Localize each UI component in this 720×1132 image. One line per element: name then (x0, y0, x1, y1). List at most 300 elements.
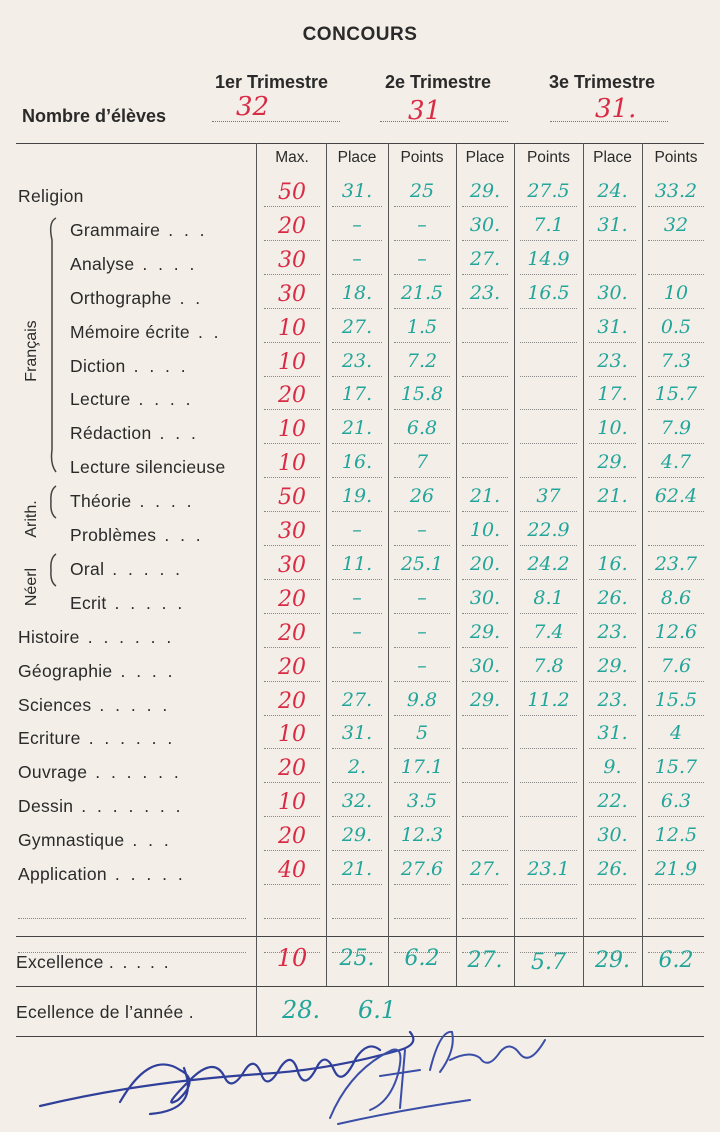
cell-dotted-line (264, 206, 320, 207)
cell-dotted-line (589, 782, 636, 783)
cell-dotted-line (264, 545, 320, 546)
cell-dotted-line (264, 376, 320, 377)
cell-dotted-line (648, 613, 704, 614)
cell-place-1: – (352, 586, 362, 609)
subject-label (18, 830, 172, 851)
cell-dotted-line (264, 477, 320, 478)
header-points-2: Points (526, 149, 571, 166)
cell-dotted-line (589, 477, 636, 478)
cell-dotted-line (520, 545, 577, 546)
cell-place-3: 26. (597, 858, 628, 880)
cell-points-1: – (417, 247, 427, 270)
cell-points-2: 37 (536, 485, 561, 508)
cell-dotted-line (394, 308, 450, 309)
cell-dotted-line (264, 884, 320, 885)
leader-dots: . . . . . (114, 864, 186, 884)
cell-place-3: 23. (597, 620, 628, 643)
cell-dotted-line (264, 918, 320, 919)
cell-dotted-line (462, 376, 508, 377)
cell-points-2: 11.2 (527, 688, 570, 711)
cell-dotted-line (332, 511, 382, 512)
cell-points-1: 5 (415, 722, 429, 745)
subject-name: Ecriture (18, 728, 81, 749)
subject-name: Gymnastique (18, 830, 125, 851)
cell-dotted-line (589, 342, 636, 343)
cell-dotted-line (394, 715, 450, 716)
cell-dotted-line (520, 206, 577, 207)
cell-place-3: 30. (597, 824, 628, 847)
subject-label (70, 389, 194, 410)
header-place-2: Place (465, 149, 505, 166)
cell-place-1: 17. (341, 383, 373, 406)
students-count-2: 31 (408, 96, 442, 126)
cell-dotted-line (648, 342, 704, 343)
cell-points-1: 26 (409, 485, 435, 508)
cell-max: 40 (278, 858, 306, 883)
cell-dotted-line (589, 511, 636, 512)
cell-max: 30 (278, 247, 306, 273)
cell-points-3: 12.5 (654, 824, 698, 847)
cell-dotted-line (589, 850, 636, 851)
cell-points-2: 23.1 (527, 858, 570, 880)
cell-points-1: 7.2 (406, 349, 438, 372)
cell-dotted-line (589, 715, 636, 716)
cell-dotted-line (648, 206, 704, 207)
cell-points-1: 25 (409, 180, 435, 202)
leader-dots: . . . (164, 525, 204, 545)
cell-dotted-line (648, 545, 704, 546)
cell-dotted-line (332, 443, 382, 444)
subject-label (70, 525, 204, 546)
subject-name: Diction (70, 355, 126, 376)
cell-max: 10 (278, 315, 306, 341)
leader-dots: . . . (168, 219, 208, 240)
cell-place-3: 24. (597, 180, 628, 202)
cell-dotted-line (520, 681, 577, 682)
cell-dotted-line (589, 274, 636, 275)
cell-dotted-line (332, 206, 382, 207)
cell-dotted-line (589, 613, 636, 614)
cell-dotted-line (520, 613, 577, 614)
cell-place-2: 27. (469, 858, 501, 880)
leader-dots: . . . . . (99, 694, 171, 715)
subject-name: Application (18, 864, 107, 884)
cell-place-1: 18. (341, 281, 373, 304)
subject-name: Histoire (18, 626, 80, 647)
cell-dotted-line (648, 647, 704, 648)
excellence-place-1: 25. (339, 946, 375, 971)
trimester-3-heading: 3e Trimestre (549, 72, 656, 92)
cell-dotted-line (264, 613, 320, 614)
cell-place-1: – (352, 519, 362, 541)
cell-points-1: 7 (415, 451, 429, 474)
group-label-neerl: Néerl (23, 567, 40, 607)
cell-dotted-line (589, 409, 636, 410)
subject-label (70, 593, 185, 614)
cell-dotted-line (332, 816, 382, 817)
cell-place-3: 10. (597, 417, 628, 440)
subject-label (18, 728, 175, 749)
cell-points-3: 8.6 (660, 586, 692, 609)
cell-place-3: 22. (597, 790, 628, 813)
leader-dots: . . . . . . (87, 626, 175, 647)
cell-points-3: 4.7 (660, 451, 692, 474)
cell-dotted-line (332, 681, 382, 682)
subject-name: Oral (70, 558, 105, 579)
excellence-place-2: 27. (467, 948, 503, 973)
cell-dotted-line (648, 681, 704, 682)
year-excellence-points: 6.1 (358, 996, 397, 1024)
cell-dotted-line (648, 884, 704, 885)
header-points-1: Points (400, 149, 444, 166)
cell-dotted-line (589, 443, 636, 444)
subject-name: Orthographe (70, 287, 172, 308)
cell-dotted-line (394, 918, 450, 919)
cell-dotted-line (589, 308, 636, 309)
cell-place-3: 31. (597, 315, 628, 338)
table-top-rule (16, 143, 704, 144)
cell-points-3: 23.7 (654, 552, 698, 575)
cell-dotted-line (520, 816, 577, 817)
cell-place-3: 16. (597, 552, 628, 575)
leader-dots: . . (197, 321, 222, 342)
header-place-3: Place (593, 149, 632, 166)
cell-points-3: 12.6 (654, 620, 698, 643)
cell-points-2: 7.1 (533, 213, 564, 236)
cell-dotted-line (394, 342, 450, 343)
cell-points-2: 16.5 (527, 281, 570, 304)
subject-name: Problèmes (70, 525, 157, 545)
cell-place-3: 29. (597, 451, 628, 474)
cell-dotted-line (394, 274, 450, 275)
cell-place-3: 21. (597, 485, 628, 508)
excellence-max: 10 (276, 944, 308, 972)
cell-place-1: 23. (341, 349, 373, 372)
subject-label (70, 322, 222, 343)
header-place-1: Place (337, 149, 377, 166)
cell-dotted-line (462, 274, 508, 275)
students-line-2 (380, 121, 508, 122)
cell-dotted-line (332, 409, 382, 410)
subject-name: Ouvrage (18, 762, 88, 783)
group-label-arith: Arith. (23, 500, 40, 538)
cell-dotted-line (520, 748, 577, 749)
cell-place-1: 31. (341, 722, 373, 745)
cell-max: 20 (278, 654, 306, 680)
cell-place-1: 27. (341, 688, 373, 711)
subject-label (70, 491, 194, 512)
cell-dotted-line (520, 477, 577, 478)
cell-dotted-line (648, 511, 704, 512)
leader-dots: . . . . . (112, 558, 184, 579)
cell-dotted-line (332, 918, 382, 919)
students-label: Nombre d’élèves (22, 106, 167, 126)
cell-dotted-line (332, 477, 382, 478)
cell-dotted-line (520, 918, 577, 919)
cell-place-2: 23. (469, 281, 501, 304)
students-count-3: 31. (595, 94, 637, 124)
cell-max: 10 (278, 790, 306, 816)
excellence-label: Excellence . . . . . (16, 952, 171, 972)
cell-dotted-line (462, 579, 508, 580)
cell-place-2: 29. (469, 688, 501, 711)
cell-place-1: 31. (341, 180, 373, 202)
leader-dots: . . . . (139, 491, 195, 512)
cell-place-2: 30. (469, 586, 501, 609)
cell-dotted-line (264, 782, 320, 783)
cell-dotted-line (520, 782, 577, 783)
subject-label (18, 762, 182, 783)
cell-max: 20 (278, 620, 306, 646)
cell-dotted-line (394, 613, 450, 614)
cell-dotted-line (462, 443, 508, 444)
cell-dotted-line (394, 206, 450, 207)
subject-name: Géographie (18, 660, 113, 681)
cell-points-1: 21.5 (400, 281, 444, 304)
cell-max: 20 (278, 586, 306, 612)
cell-dotted-line (332, 274, 382, 275)
cell-dotted-line (394, 409, 450, 410)
cell-points-3: 21.9 (654, 858, 698, 880)
cell-place-1: 16. (341, 451, 373, 474)
cell-dotted-line (648, 376, 704, 377)
cell-dotted-line (394, 477, 450, 478)
cell-max: 50 (278, 180, 306, 205)
subject-name: Religion (18, 186, 84, 206)
cell-dotted-line (332, 342, 382, 343)
cell-points-1: 1.5 (406, 315, 438, 338)
cell-points-1: 6.8 (406, 417, 438, 440)
cell-dotted-line (462, 884, 508, 885)
cell-dotted-line (462, 782, 508, 783)
subject-name: Dessin (18, 796, 74, 817)
cell-place-2: 29. (469, 180, 501, 202)
cell-max: 30 (278, 281, 306, 307)
cell-dotted-line (462, 918, 508, 919)
cell-dotted-line (332, 308, 382, 309)
cell-points-3: 32 (663, 213, 689, 236)
group-brackets (40, 210, 70, 610)
cell-dotted-line (462, 545, 508, 546)
cell-max: 10 (278, 417, 306, 443)
cell-dotted-line (648, 850, 704, 851)
cell-dotted-line (264, 748, 320, 749)
cell-dotted-line (394, 579, 450, 580)
cell-dotted-line (394, 647, 450, 648)
cell-dotted-line (264, 681, 320, 682)
cell-max: 50 (278, 485, 306, 511)
cell-dotted-line (264, 409, 320, 410)
cell-dotted-line (589, 748, 636, 749)
cell-place-1: 11. (341, 552, 373, 575)
cell-max: 20 (278, 688, 306, 714)
cell-points-1: 17.1 (400, 756, 444, 779)
students-count-1: 32 (236, 92, 270, 122)
cell-dotted-line (264, 511, 320, 512)
cell-dotted-line (332, 579, 382, 580)
cell-place-1: 32. (341, 790, 373, 813)
cell-points-1: – (417, 213, 427, 236)
cell-place-2: 20. (469, 552, 501, 575)
cell-dotted-line (332, 715, 382, 716)
leader-dots: . . . . (142, 253, 198, 274)
cell-points-1: 12.3 (400, 824, 444, 847)
subject-name: Lecture (70, 389, 131, 410)
cell-place-1: 19. (341, 485, 373, 508)
leader-dots: . . . (159, 423, 199, 444)
document-title: CONCOURS (302, 24, 418, 45)
cell-place-1: 2. (347, 756, 367, 779)
cell-place-2: 30. (469, 654, 501, 677)
cell-dotted-line (332, 782, 382, 783)
cell-place-1: – (352, 620, 362, 643)
excellence-points-1: 6.2 (404, 946, 440, 971)
leader-dots: . . . . . . (95, 762, 182, 783)
cell-dotted-line (520, 409, 577, 410)
cell-dotted-line (589, 884, 636, 885)
cell-dotted-line (264, 274, 320, 275)
cell-dotted-line (394, 748, 450, 749)
cell-place-2: 10. (469, 519, 501, 541)
cell-dotted-line (589, 206, 636, 207)
cell-points-3: 15.7 (654, 383, 698, 406)
subject-label (18, 864, 186, 885)
cell-max: 20 (278, 824, 306, 850)
header-points-3: Points (654, 149, 698, 166)
cell-place-3: 23. (597, 349, 628, 372)
trimester-1-heading: 1er Trimestre (215, 72, 329, 92)
cell-place-3: 9. (603, 756, 622, 779)
leader-dots: . . . . . (114, 592, 186, 613)
cell-dotted-line (520, 376, 577, 377)
cell-dotted-line (264, 579, 320, 580)
cell-dotted-line (589, 918, 636, 919)
cell-dotted-line (394, 511, 450, 512)
cell-dotted-line (264, 647, 320, 648)
cell-max: 20 (278, 383, 306, 409)
cell-dotted-line (394, 443, 450, 444)
cell-dotted-line (589, 376, 636, 377)
cell-dotted-line (332, 748, 382, 749)
subject-label (18, 627, 174, 648)
leader-dots: . . . . (138, 389, 194, 410)
subject-name: Sciences (18, 694, 92, 715)
cell-points-3: 62.4 (654, 485, 698, 508)
cell-points-1: – (417, 586, 427, 609)
cell-dotted-line (648, 274, 704, 275)
cell-dotted-line (648, 477, 704, 478)
cell-place-1: 27. (341, 315, 373, 338)
cell-place-3: 23. (597, 688, 628, 711)
cell-place-1: 29. (341, 824, 373, 847)
cell-points-3: 10 (663, 281, 689, 304)
cell-dotted-line (520, 850, 577, 851)
cell-points-1: – (417, 519, 427, 541)
subject-label (70, 559, 183, 580)
cell-points-1: 15.8 (400, 383, 444, 406)
subject-label (18, 661, 176, 682)
cell-dotted-line (264, 850, 320, 851)
cell-points-3: 4 (669, 722, 683, 745)
blank-line (18, 918, 246, 919)
cell-dotted-line (589, 816, 636, 817)
cell-dotted-line (520, 715, 577, 716)
cell-dotted-line (462, 816, 508, 817)
cell-dotted-line (264, 240, 320, 241)
cell-dotted-line (648, 443, 704, 444)
subject-name: Rédaction (70, 423, 152, 444)
cell-dotted-line (520, 443, 577, 444)
cell-dotted-line (648, 240, 704, 241)
cell-points-3: 7.6 (660, 654, 692, 677)
cell-place-2: 30. (469, 213, 501, 236)
cell-place-1: 21. (341, 417, 373, 440)
subject-name: Théorie (70, 491, 132, 512)
cell-dotted-line (589, 545, 636, 546)
cell-dotted-line (264, 308, 320, 309)
excellence-top-rule (16, 936, 704, 937)
subject-label (70, 356, 189, 377)
cell-dotted-line (332, 884, 382, 885)
cell-dotted-line (648, 579, 704, 580)
cell-dotted-line (648, 715, 704, 716)
cell-max: 10 (278, 451, 306, 477)
cell-dotted-line (394, 681, 450, 682)
cell-points-2: 24.2 (527, 552, 570, 575)
cell-dotted-line (462, 342, 508, 343)
cell-place-3: 31. (597, 213, 628, 236)
excellence-bottom-rule (16, 986, 704, 987)
subject-label (18, 796, 184, 817)
cell-dotted-line (462, 240, 508, 241)
cell-dotted-line (462, 409, 508, 410)
cell-points-3: 6.3 (660, 790, 692, 813)
cell-points-1: – (417, 620, 427, 643)
cell-place-1: – (352, 213, 362, 236)
cell-points-2: 27.5 (527, 180, 570, 202)
cell-points-1: 25.1 (400, 552, 444, 575)
cell-dotted-line (332, 545, 382, 546)
cell-max: 20 (278, 213, 306, 239)
cell-max: 10 (278, 349, 306, 375)
cell-dotted-line (332, 613, 382, 614)
cell-points-2: 14.9 (527, 247, 570, 270)
cell-dotted-line (394, 850, 450, 851)
cell-points-3: 33.2 (654, 180, 698, 202)
cell-dotted-line (394, 240, 450, 241)
cell-dotted-line (462, 681, 508, 682)
cell-dotted-line (462, 308, 508, 309)
cell-dotted-line (648, 782, 704, 783)
leader-dots: . . (179, 287, 204, 308)
cell-dotted-line (264, 715, 320, 716)
year-excellence-label: Ecellence de l’année . (16, 1002, 194, 1022)
group-label-francais: Français (23, 320, 40, 382)
cell-dotted-line (648, 308, 704, 309)
cell-dotted-line (394, 545, 450, 546)
cell-place-3: 17. (597, 383, 628, 406)
cell-dotted-line (394, 782, 450, 783)
column-divider (256, 143, 257, 1036)
cell-dotted-line (589, 681, 636, 682)
excellence-place-3: 29. (595, 948, 630, 973)
cell-points-3: 7.9 (660, 417, 692, 440)
excellence-points-2: 5.7 (531, 950, 566, 975)
cell-dotted-line (462, 613, 508, 614)
cell-dotted-line (648, 409, 704, 410)
cell-points-3: 0.5 (660, 315, 692, 338)
cell-dotted-line (520, 342, 577, 343)
